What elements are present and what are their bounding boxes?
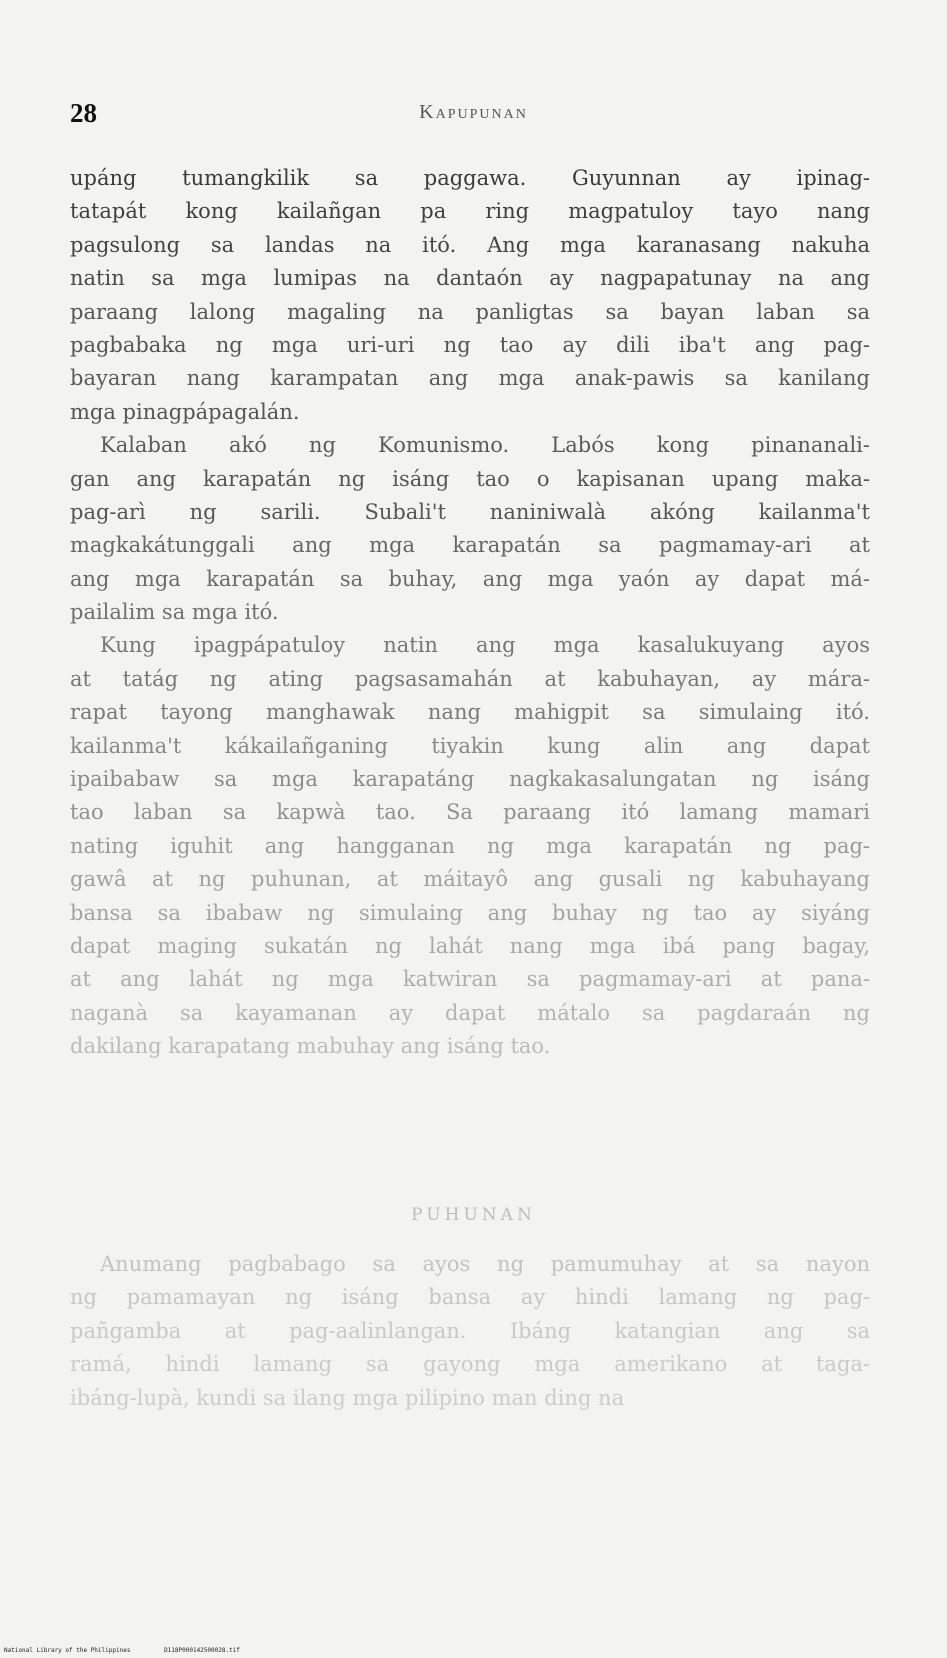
text-line: at ang lahát ng mga katwiran sa pagmamay-ari at pana- <box>70 967 870 992</box>
text-line: ang mga karapatán sa buhay, ang mga yaón ay dapat má- <box>70 566 870 591</box>
text-line: ipaibabaw sa mga karapatáng nagkakasalungatan ng isáng <box>70 767 870 792</box>
text-line: pagsulong sa landas na itó. Ang mga karanasang nakuha <box>70 232 870 257</box>
text-line: bansa sa ibabaw ng simulaing ang buhay ng tao ay siyáng <box>70 900 870 925</box>
text-line: rapat tayong manghawak nang mahigpit sa simulaing itó. <box>70 700 870 725</box>
text-line: tao laban sa kapwà tao. Sa paraang itó lamang mamari <box>70 800 870 825</box>
scan-footer <box>4 1647 270 1654</box>
text-line: Anumang pagbabago sa ayos ng pamumuhay at sa nayon <box>100 1252 870 1276</box>
body-text-bottom <box>70 1248 870 1415</box>
text-line: pañgamba at pag-aalinlangan. Ibáng katangian ang sa <box>70 1318 870 1343</box>
running-title: Kapupunan <box>419 101 528 123</box>
page-header <box>70 98 877 138</box>
text-line: kailanma't kákailañganing tiyakin kung alin ang dapat <box>70 733 870 758</box>
section-heading: PUHUNAN <box>411 1205 536 1225</box>
text-line: ramá, hindi lamang sa gayong mga amerikano at taga- <box>70 1352 870 1377</box>
text-line: pailalim sa mga itó. <box>70 600 279 625</box>
text-line: Kung ipagpápatuloy natin ang mga kasalukuyang ayos <box>100 633 870 658</box>
text-line: naganà sa kayamanan ay dapat mátalo sa pagdaraán ng <box>70 1000 870 1025</box>
text-line: tatapát kong kailañgan pa ring magpatuloy tayo nang <box>70 199 870 224</box>
text-line: gan ang karapatán ng isáng tao o kapisanan upang maka- <box>70 466 870 491</box>
text-line: ibáng-lupà, kundi sa ilang mga pilipino man ding na <box>70 1385 625 1410</box>
footer-file-id: D118P000142500028.tif <box>164 1647 240 1654</box>
text-line: dakilang karapatang mabuhay ang isáng tao. <box>70 1034 551 1059</box>
body-text-top <box>70 162 870 1064</box>
text-line: magkakátunggali ang mga karapatán sa pagmamay-ari at <box>70 533 870 558</box>
text-line: Kalaban akó ng Komunismo. Labós kong pinananali- <box>100 433 870 458</box>
text-line: nating iguhit ang hangganan ng mga karapatán ng pag- <box>70 833 870 858</box>
text-line: pagbabaka ng mga uri-uri ng tao ay dili iba't ang pag- <box>70 332 870 357</box>
text-line: mga pinagpápagalán. <box>70 399 300 424</box>
text-line: at tatág ng ating pagsasamahán at kabuhayan, ay mára- <box>70 666 870 691</box>
text-line: gawâ at ng puhunan, at máitayô ang gusali ng kabuhayang <box>70 867 870 892</box>
text-line: paraang lalong magaling na panligtas sa bayan laban sa <box>70 299 870 324</box>
text-line: bayaran nang karampatan ang mga anak-pawis sa kanilang <box>70 366 870 391</box>
text-line: ng pamamayan ng isáng bansa ay hindi lamang ng pag- <box>70 1285 870 1310</box>
text-line: natin sa mga lumipas na dantaón ay nagpapatunay na ang <box>70 266 870 291</box>
text-line: upáng tumangkilik sa paggawa. Guyunnan ay ipinag- <box>70 166 870 190</box>
text-line: pag-arì ng sarili. Subali't naniniwalà akóng kailanma't <box>70 499 870 524</box>
page-number: 28 <box>70 98 97 128</box>
text-line: dapat maging sukatán ng lahát nang mga ibá pang bagay, <box>70 933 870 958</box>
footer-library: National Library of the Philippines <box>4 1647 131 1654</box>
